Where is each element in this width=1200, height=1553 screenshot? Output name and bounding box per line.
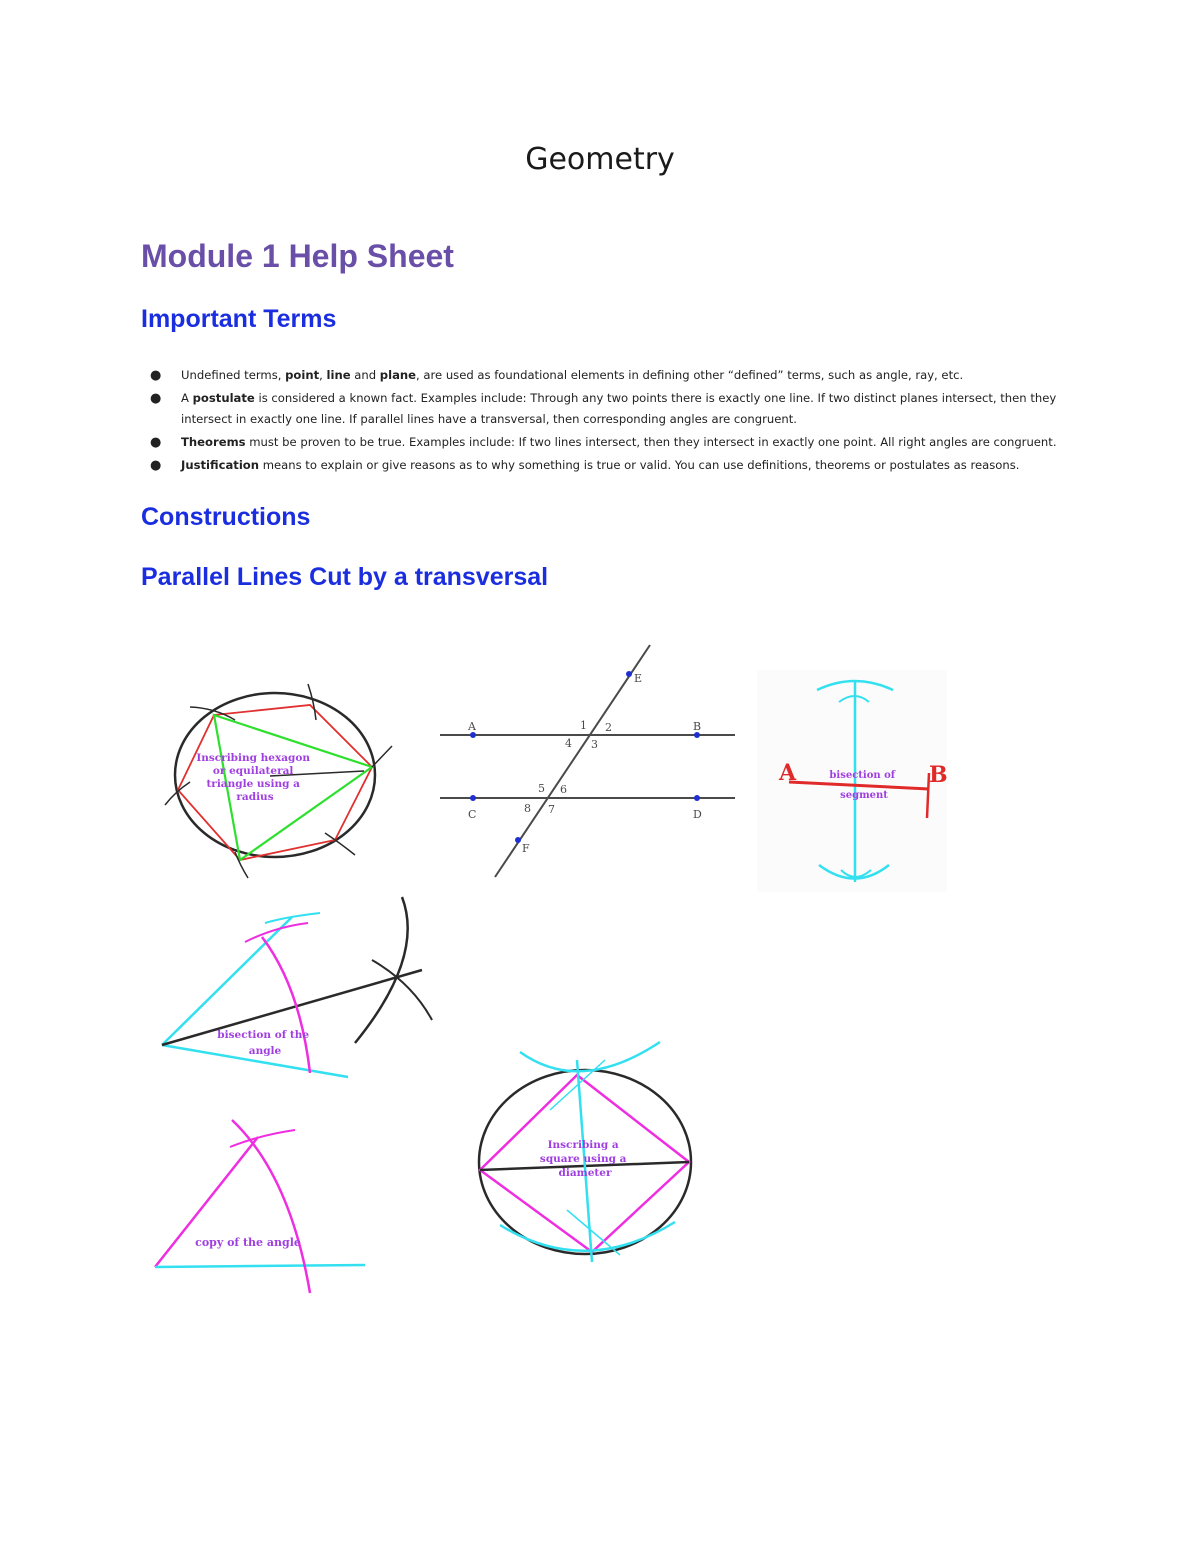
- angle-bisect-label-line: bisection of the: [217, 1029, 310, 1041]
- bullet-icon: ●: [150, 391, 162, 406]
- point-e-label: E: [634, 672, 643, 685]
- hexagon-label-line: triangle using a: [206, 778, 300, 790]
- heading-parallel-lines: Parallel Lines Cut by a transversal: [141, 563, 549, 591]
- heading-important-terms: Important Terms: [141, 305, 337, 333]
- point-d-dot: [694, 795, 700, 801]
- module-title: Module 1 Help Sheet: [141, 238, 454, 274]
- segment-bisection-figure: [757, 670, 952, 895]
- svg-text:Inscribing hexagon or equi: [196, 752, 313, 803]
- angle-label: 7: [548, 803, 555, 816]
- hexagon-construction-figure: [150, 670, 410, 890]
- bullet-icon: ●: [150, 435, 162, 450]
- point-a-label: A: [779, 760, 797, 786]
- list-item: ● A postulate is considered a known fact. Examples include: Through any two points there is exactly one line. If two distinct planes intersect, then they intersect in exactly one line. If parallel lines have a transversal, then corresponding angles are congruent.: [150, 388, 1070, 430]
- copy-angle-label: copy of the angle: [195, 1236, 301, 1249]
- segment-label-line: bisection of: [829, 770, 896, 781]
- inscribed-square-figure: [475, 1040, 705, 1265]
- segment-label-line: segment: [840, 790, 888, 801]
- list-item: ● Justification means to explain or give reasons as to why something is true or valid. You can use definitions, theorems or postulates as reasons.: [150, 455, 1070, 476]
- point-f-dot: [515, 837, 521, 843]
- point-e-dot: [626, 671, 632, 677]
- point-c-label: C: [468, 808, 477, 821]
- point-b-label: B: [693, 720, 702, 733]
- heading-constructions: Constructions: [141, 503, 311, 531]
- angle-label: 8: [524, 802, 531, 815]
- square-label-line: square using a: [539, 1153, 627, 1165]
- angle-label: 2: [605, 721, 612, 734]
- svg-text:bisection of the angle: [217, 1029, 312, 1057]
- list-item: ● Undefined terms, point, line and plane, are used as foundational elements in defining other “defined” terms, such as angle, ray, etc.: [150, 365, 1070, 386]
- square-label-line: diameter: [558, 1167, 612, 1179]
- parallel-lines-figure: [435, 640, 745, 885]
- svg-text:Inscribing a square using: [540, 1139, 630, 1179]
- bullet-icon: ●: [150, 458, 162, 473]
- hexagon-label-line: or equilateral: [212, 765, 294, 777]
- point-b-label: B: [929, 762, 948, 788]
- terms-list: [150, 365, 1070, 478]
- angle-ray-lower: [155, 1265, 365, 1267]
- angle-label: 3: [591, 738, 598, 751]
- hexagon-label-line: Inscribing hexagon: [196, 752, 311, 764]
- angle-label: 1: [580, 719, 587, 732]
- point-a-label: A: [468, 720, 476, 733]
- list-item: ● Theorems must be proven to be true. Examples include: If two lines intersect, then they intersect in exactly one point. All right angles are congruent.: [150, 432, 1070, 453]
- angle-label: 5: [538, 782, 545, 795]
- angle-bisection-figure: [150, 895, 440, 1090]
- hexagon-label-line: radius: [236, 791, 274, 803]
- angle-bisect-label-line: angle: [248, 1045, 282, 1057]
- page-title: Geometry: [525, 142, 675, 177]
- point-d-label: D: [693, 808, 702, 821]
- angle-label: 6: [560, 783, 567, 796]
- angle-label: 4: [565, 737, 572, 750]
- bullet-icon: ●: [150, 368, 162, 383]
- point-f-label: F: [522, 842, 530, 855]
- copy-angle-figure: [150, 1115, 380, 1300]
- point-c-dot: [470, 795, 476, 801]
- square-label-line: Inscribing a: [547, 1139, 619, 1151]
